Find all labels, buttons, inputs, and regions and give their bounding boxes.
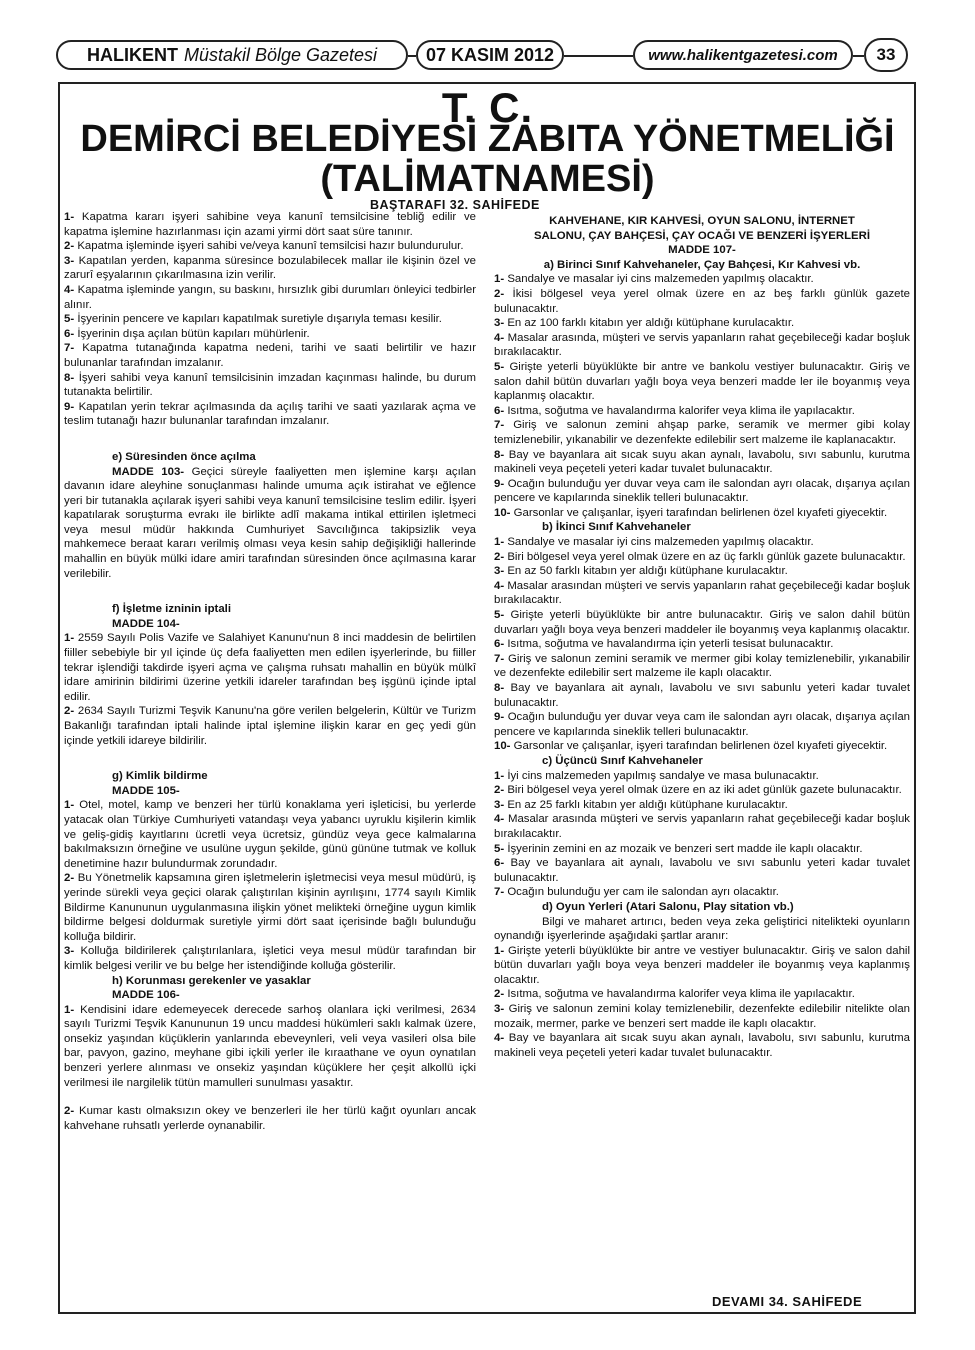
section-heading-main-1: KAHVEHANE, KIR KAHVESİ, OYUN SALONU, İNTERNET <box>549 215 855 227</box>
page-header <box>56 36 916 74</box>
section-heading-e: e) Süresinden önce açılma <box>112 450 256 463</box>
list-item: 4- Kapatma işleminde yangın, su baskını, hırsızlık gibi durumları önleyici tedbirler alınır. <box>64 283 476 311</box>
madde-106-label: MADDE 106- <box>112 989 180 1002</box>
list-item: 3- Kapatılan yerden, kapanma süresince bozulabilecek mallar ile kişinin özel ve zarurî eşyalarının çıkarılmasına izin verilir. <box>64 254 476 282</box>
list-item: 9- Ocağın bulunduğu yer duvar veya cam ile salondan ayrı olacak, dışarıya açılan pencere ve kapılarında sineklik telleri bulunacaktır. <box>494 477 910 505</box>
list-item: 2- Isıtma, soğutma ve havalandırma kalorifer veya klima ile yapılacaktır. <box>494 988 855 1001</box>
header-divider <box>408 55 416 57</box>
list-item: 4- Bay ve bayanlara ait sıcak suyu akan aynalı, lavabolu, sıvı sabunlu, kurutma makineli veya peçeteli yeteri kadar tuvalet bulunacaktır. <box>494 1032 911 1059</box>
title-line-2: DEMİRCİ BELEDİYESİ ZABITA YÖNETMELİĞİ <box>80 118 895 160</box>
continued-from: BAŞTARAFI 32. SAHİFEDE <box>370 198 540 212</box>
list-item: 6- İşyerinin dışa açılan bütün kapıları mühürlenir. <box>64 327 310 340</box>
list-item: 10- Garsonlar ve çalışanlar, işyeri tarafından belirlenen özel kıyafeti giyecektir. <box>494 740 888 753</box>
d-intro: Bilgi ve maharet artırıcı, beden veya zeka geliştirici nitelikteki oyunların oynandığı işyerlerinde aşağıdaki şartlar aranır: <box>494 915 910 943</box>
section-heading-f: f) İşletme izninin iptali <box>112 603 231 616</box>
section-heading-a: a) Birinci Sınıf Kahvehaneler, Çay Bahçesi, Kır Kahvesi vb. <box>543 258 861 271</box>
section-heading-h: h) Korunması gerekenler ve yasaklar <box>112 974 311 987</box>
list-item: 2- Biri bölgesel veya yerel olmak üzere en az üç farklı günlük gazete bulunacaktır. <box>494 550 906 563</box>
madde-105-label: MADDE 105- <box>112 784 180 797</box>
list-item: 3- Kolluğa bildirilerek çalıştırılanlara, işletici veya mesul müdür tarafından bir kimlik belgesi verilir ve bu belge her istendiğinde kolluğa gösterilir. <box>64 945 476 972</box>
kapatma-list <box>64 210 476 429</box>
title-line-1: T. C. <box>441 84 534 131</box>
list-item: 1- Kendisini idare edemeyecek derecede sarhoş olanlara içki verilmesi, 2634 sayılı Turizmi Teşvik Kanununun 19 uncu maddesi hükümleri saklı kalmak üzere, onsekiz yaşından küçüklerin yanlarında ebeveynleri, veli veya vasileri olsa bile bar, pavyon, gazino, meyhane gibi içkili yerler ile kıraathane ve oyun oynatılan benzeri yerlere alınması ve onsekiz yaşından küçüklere her çeşit alkollü içki verilmesi ile nargilelik tütün mamulleri sunulması yasaktır. <box>64 1003 477 1089</box>
list-item: 1- Girişte yeterli büyüklükte bir antre ve vestiyer bulunacaktır. Giriş ve salon dahil bütün duvarları yağlı boya veya benzeri maddeler ile boyanmış veya kaplanmış olacaktır. <box>494 944 910 986</box>
page-number: 33 <box>864 38 908 72</box>
list-item: 3- En az 25 farklı kitabın yer aldığı kütüphane kurulacaktır. <box>494 798 788 811</box>
list-item: 7- Ocağın bulunduğu yer cam ile salondan ayrı olacaktır. <box>494 886 779 899</box>
right-column <box>494 214 910 1060</box>
list-item: 4- Masalar arasında müşteri ve servis yapanların rahat geçebileceği kadar boşluk bırakılacaktır. <box>494 813 911 840</box>
list-item: 3- En az 50 farklı kitabın yer aldığı kütüphane kurulacaktır. <box>494 565 788 578</box>
list-item: 2- 2634 Sayılı Turizmi Teşvik Kanunu'na göre verilen belgelerin, Kültür ve Turizm Bakanlığı tarafından iptali halinde iptal işlemine ilişkin karar en geç yedi gün içinde yetkili idareye bildirilir. <box>64 705 476 747</box>
list-item: 1- İyi cins malzemeden yapılmış sandalye ve masa bulunacaktır. <box>494 769 819 782</box>
header-divider <box>853 55 864 57</box>
website-link[interactable]: www.halikentgazetesi.com <box>633 40 853 70</box>
list-item: 7- Giriş ve salonun zemini ahşap parke, seramik ve mermer gibi kolay temizlenebilir, yıkanabilir ve dezenfekte edilebilir sert malzeme ile kaplanacaktır. <box>494 419 910 446</box>
continued-to: DEVAMI 34. SAHİFEDE <box>712 1294 863 1309</box>
list-item: 9- Kapatılan yerin tekrar açılmasında da açılış tarihi ve saati yazılarak açma ve teslim tutanağı hazır bulunanlar tarafından imzalanır. <box>64 400 476 428</box>
list-item: 8- Bay ve bayanlara ait aynalı, lavabolu ve sıvı sabunlu yeteri kadar tuvalet bulunacaktır. <box>494 682 911 709</box>
list-item: 8- İşyeri sahibi veya kanunî temsilcisinin imzadan kaçınması halinde, bu durum tutanakta belirtilir. <box>64 371 476 399</box>
list-item: 2- Bu Yönetmelik kapsamına giren işletmelerin işletmecisi veya mesul müdürü, iş yerinde sürekli veya geçici olarak çalıştırılan kişinin ayrılışını, 1774 sayılı Kimlik Bildirme Kanununun uygulanmasına ilişkin yönet melikteki örneğine uygun kimlik bildirme belgesi doldurmak suretiyle yirmi dört saat içerisinde bağlı bulunduğu kolluğa bildirir. <box>64 872 476 943</box>
paper-name: HALIKENT <box>86 44 178 65</box>
section-heading-c: c) Üçüncü Sınıf Kahvehaneler <box>542 754 703 767</box>
paper-name-box <box>56 40 408 70</box>
list-item: 1- Kapatma kararı işyeri sahibine veya kanunî temsilcisine tebliğ edilir ve kapatma işlemine hazırlanması için azami yirmi dört saat süre tanınır. <box>64 211 476 238</box>
madde-104-label: MADDE 104- <box>112 617 180 630</box>
section-heading-main-2: SALONU, ÇAY BAHÇESİ, ÇAY OCAĞI VE BENZERİ İŞYERLERİ <box>533 229 871 242</box>
madde-103: MADDE 103- Geçici süreyle faaliyetten men işlemine karşı açılan davanın idare aleyhine sonuçlanması halinde umuma açık istirahat ve eğlence yeri bir tutanakla açılarak işyeri sahibi veya kanunî temsilcisine teslim edilir. İşyeri kapatılarak soruşturma evrakı ile birlikte adlî makama intikal ettirilen işletmeci veya mesul müdür hakkında Cumhuriyet Savcılığınca takipsizlik veya mahkemece beraat kararı verilmiş olması veya kesin sahip değişikliği hallerinde mahallin en büyük mülki idare amiri tarafından süresinden önce açılmasına karar verilebilir. <box>64 465 476 580</box>
list-item: 4- Masalar arasından müşteri ve servis yapanların rahat geçebileceği kadar boşluk bırakılacaktır. <box>494 579 910 607</box>
section-heading-b: b) İkinci Sınıf Kahvehaneler <box>542 521 691 534</box>
list-item: 2- İkisi bölgesel veya yerel olmak üzere en az beş farklı günlük gazete bulunacaktır. <box>494 287 910 315</box>
list-item: 8- Bay ve bayanlara ait sıcak suyu akan aynalı, lavabolu, sıvı sabunlu, kurutma makineli veya peçeteli yeteri kadar tuvalet bulunacaktır. <box>494 448 911 476</box>
list-item: 6- Isıtma, soğutma ve havalandırma için yeterli tesisat bulunacaktır. <box>494 638 834 651</box>
madde-107-label: MADDE 107- <box>668 244 736 257</box>
list-item: 1- 2559 Sayılı Polis Vazife ve Salahiyet Kanunu'nun 8 inci maddesin de belirtilen fiiller sebebiyle bir yıl içinde üç defa faaliyetten men edilen işyerlerinde, bu fiiller tekrar işlendiği takdirde işyeri açma ve çalışma ruhsatı mahallin en büyük mülkî idare amirinin bildirimi üzerine yetkili idareler tarafından beş işgünü içinde iptal edilir. <box>64 632 476 703</box>
header-divider <box>564 55 633 57</box>
list-item: 7- Kapatma tutanağında kapatma nedeni, tarihi ve saati belirtilir ve hazır bulunanlar tarafından imzalanır. <box>64 342 477 369</box>
list-item: 3- En az 100 farklı kitabın yer aldığı kütüphane kurulacaktır. <box>494 317 795 330</box>
list-item: 5- Girişte yeterli büyüklükte bir antre ve bankolu vestiyer bulunacaktır. Giriş ve salon dahil bütün duvarları yağlı boya veya benzeri madde ler ile boyanmış veya kaplanmış olacaktır. <box>494 360 910 403</box>
list-item: 1- Sandalye ve masalar iyi cins malzemeden yapılmış olacaktır. <box>494 273 814 286</box>
list-item: 5- İşyerinin zemini en az mozaik ve benzeri sert madde ile kaplı olacaktır. <box>494 842 863 855</box>
list-item: 2- Kapatma işleminde işyeri sahibi ve/veya kanunî temsilcisi hazır bulundurulur. <box>64 240 464 253</box>
list-item: 2- Biri bölgesel veya yerel olmak üzere en az iki adet günlük gazete bulunacaktır. <box>494 784 902 797</box>
title-line-3: (TALİMATNAMESİ) <box>320 158 655 200</box>
list-item: 2- Kumar kastı olmaksızın okey ve benzerleri ile her türlü kağıt oyunları ancak kahvehane ruhsatlı yerlerde oynanabilir. <box>64 1105 476 1132</box>
section-heading-d: d) Oyun Yerleri (Atari Salonu, Play sitation vb.) <box>542 900 794 913</box>
list-item: 5- Girişte yeterli büyüklükte bir antre bulunacaktır. Giriş ve salon dahil bütün duvarları yağlı boya veya benzeri maddeler ile boyanmış veya kaplanmış olacaktır. <box>494 609 910 636</box>
list-item: 1- Otel, motel, kamp ve benzeri her türlü konaklama yeri işleticisi, bu yerlerde yatacak olan Türkiye Cumhuriyeti vatandaşı veya yabancı uyruklu kişilerin kimlik ve geliş-gidiş kayıtlarını ücretli veya ücretsiz, gündüz veya gece kalmalarına bakılmaksızın örneğine ve usulüne uygun şekilde, günü gününe tutmak ve kolluk denetimine hazır bulundurmak zorundadır. <box>64 799 476 870</box>
list-item: 6- Bay ve bayanlara ait aynalı, lavabolu ve sıvı sabunlu yeteri kadar tuvalet bulunacaktır. <box>494 857 911 884</box>
list-item: 10- Garsonlar ve çalışanlar, işyeri tarafından belirlenen özel kıyafeti giyecektir. <box>494 506 888 519</box>
list-item: 9- Ocağın bulunduğu yer duvar veya cam ile salondan ayrı olacak, dışarıya açılan pencere ve kapılarında sineklik telleri bulunacaktır. <box>494 711 910 738</box>
paper-subtitle: Müstakil Bölge Gazetesi <box>183 44 378 65</box>
left-column <box>64 210 476 1133</box>
list-item: 1- Sandalye ve masalar iyi cins malzemeden yapılmış olacaktır. <box>494 536 814 549</box>
list-item: 3- Giriş ve salonun zemini kolay temizlenebilir, dezenfekte edilebilir nitelikte olan mozaik, mermer, parke ve benzeri sert madde ile kaplı olacaktır. <box>494 1003 910 1030</box>
list-item: 7- Giriş ve salonun zemini seramik ve mermer gibi kolay temizlenebilir, yıkanabilir ve dezenfekte edilebilir sert malzeme ile kaplı olacaktır. <box>494 652 910 680</box>
issue-date: 07 KASIM 2012 <box>416 40 564 70</box>
list-item: 6- Isıtma, soğutma ve havalandırma kalorifer veya klima ile yapılacaktır. <box>494 404 855 417</box>
list-item: 4- Masalar arasında, müşteri ve servis yapanların rahat geçebileceği kadar boşluk bırakılacaktır. <box>494 331 910 359</box>
section-heading-g: g) Kimlik bildirme <box>112 770 208 783</box>
list-item: 5- İşyerinin pencere ve kapıları kapatılmak suretiyle dışarıyla teması kesilir. <box>64 313 442 326</box>
